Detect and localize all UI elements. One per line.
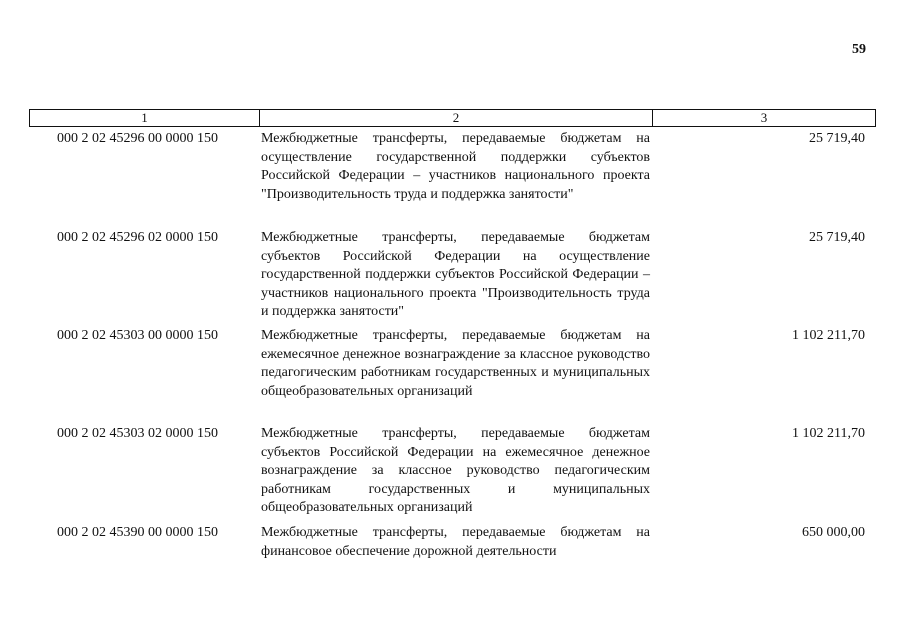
row-description: Межбюджетные трансферты, передаваемые бюджетам субъектов Российской Федерации на осуществление государственной поддержки субъектов Российской Федерации – участников национального проекта "Производительность труда и поддержка занятости" (261, 230, 650, 320)
row-amount: 25 719,40 (809, 230, 865, 245)
row-description: Межбюджетные трансферты, передаваемые бюджетам на осуществление государственной поддержки субъектов Российской Федерации – участников национального проекта "Производительность труда и поддержка занятости" (261, 131, 650, 202)
row-description: Межбюджетные трансферты, передаваемые бюджетам на ежемесячное денежное вознаграждение за классное руководство педагогическим работникам государственных и муниципальных общеобразовательных организаций (261, 328, 650, 399)
budget-code: 000 2 02 45296 02 0000 150 (57, 230, 218, 245)
budget-code: 000 2 02 45296 00 0000 150 (57, 131, 218, 146)
column-header-1: 1 (30, 110, 260, 126)
row-amount: 1 102 211,70 (792, 328, 865, 343)
row-amount: 650 000,00 (802, 525, 865, 540)
row-amount: 1 102 211,70 (792, 426, 865, 441)
row-description: Межбюджетные трансферты, передаваемые бюджетам на финансовое обеспечение дорожной деятельности (261, 525, 650, 559)
table-header (29, 109, 876, 127)
column-header-3: 3 (760, 110, 768, 125)
budget-code: 000 2 02 45303 02 0000 150 (57, 426, 218, 441)
row-description: Межбюджетные трансферты, передаваемые бюджетам субъектов Российской Федерации на ежемесячное денежное вознаграждение за классное руководство педагогическим работникам государственных и муниципальных общеобразовательных организаций (261, 426, 650, 516)
row-amount: 25 719,40 (809, 131, 865, 146)
budget-code: 000 2 02 45303 00 0000 150 (57, 328, 218, 343)
budget-code: 000 2 02 45390 00 0000 150 (57, 525, 218, 540)
page-number: 59 (852, 42, 866, 57)
column-header-2: 2 (260, 110, 653, 126)
